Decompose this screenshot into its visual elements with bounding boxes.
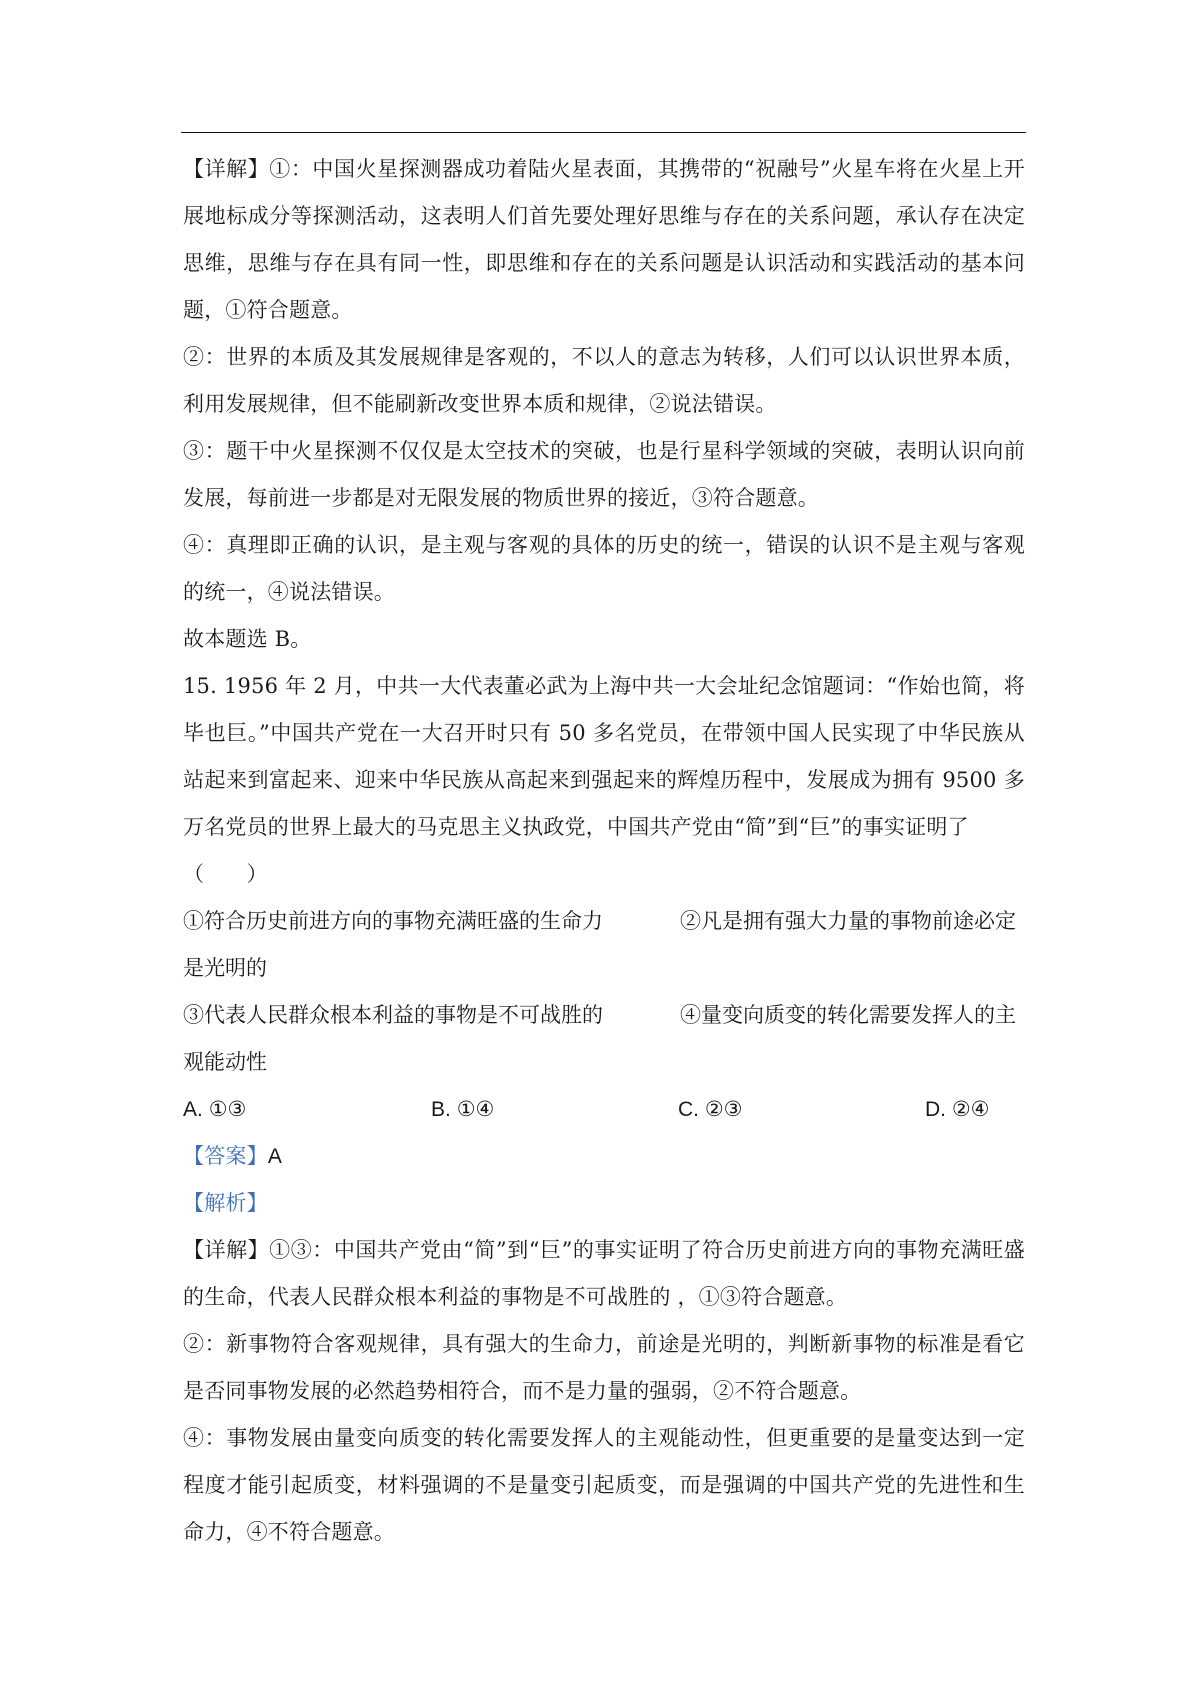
explanation1-paragraph-1: 【详解】①：中国火星探测器成功着陆火星表面，其携带的“祝融号”火星车将在火星上开展地标成分等探测活动，这表明人们首先要处理好思维与存在的关系问题，承认存在决定思维，思维与存在具有同一性，即思维和存在的关系问题是认识活动和实践活动的基本问题，①符合题意。 <box>183 157 1025 322</box>
statements-row-2 <box>183 992 1025 1039</box>
answer-line <box>183 1133 1025 1180</box>
explanation2-paragraph-3: ④：事物发展由量变向质变的转化需要发挥人的主观能动性，但更重要的是量变达到一定程度才能引起质变，材料强调的不是量变引起质变，而是强调的中国共产党的先进性和生命力，④不符合题意。 <box>183 1426 1025 1544</box>
header-rule <box>181 132 1026 133</box>
explanation1-paragraph-4: ④：真理即正确的认识，是主观与客观的具体的历史的统一，错误的认识不是主观与客观的统一，④说法错误。 <box>183 533 1025 604</box>
analysis-tag: 【解析】 <box>183 1191 268 1215</box>
explanation2-paragraph-1: 【详解】①③：中国共产党由“简”到“巨”的事实证明了符合历史前进方向的事物充满旺盛的生命，代表人民群众根本利益的事物是不可战胜的 ，①③符合题意。 <box>183 1238 1025 1309</box>
explanation1-conclusion: 故本题选 B。 <box>183 627 312 651</box>
statement-1: ①符合历史前进方向的事物充满旺盛的生命力 <box>183 909 603 933</box>
answer-value: A <box>267 1145 283 1168</box>
option-d: D. ②④ <box>925 1097 990 1121</box>
statements-row-1 <box>183 898 1025 945</box>
option-b: B. ①④ <box>431 1097 495 1121</box>
option-a: A. ①③ <box>183 1097 247 1121</box>
explanation1-paragraph-2: ②：世界的本质及其发展规律是客观的，不以人的意志为转移，人们可以认识世界本质，利用发展规律，但不能刷新改变世界本质和规律，②说法错误。 <box>183 345 1025 416</box>
explanation1-paragraph-3: ③：题干中火星探测不仅仅是太空技术的突破，也是行星科学领域的突破，表明认识向前发展，每前进一步都是对无限发展的物质世界的接近，③符合题意。 <box>183 439 1025 510</box>
document-content <box>183 146 1025 1556</box>
statement-4: ④量变向质变的转化需要发挥人的主 <box>680 1003 1016 1027</box>
question15-stem: 15. 1956 年 2 月，中共一大代表董必武为上海中共一大会址纪念馆题词：“作始也简，将毕也巨。”中国共产党在一大召开时只有 50 多名党员，在带领中国人民实现了中华民族从站起来到富起来、迎来中华民族从高起来到强起来的辉煌历程中，发展成为拥有 9500 多万名党员的世界上最大的马克思主义执政党，中国共产党由“简”到“巨”的事实证明了 <box>183 674 1025 839</box>
statement-2-continued: 是光明的 <box>183 956 267 980</box>
answer-tag: 【答案】 <box>183 1144 268 1168</box>
analysis-line <box>183 1180 1025 1227</box>
answer-options <box>183 1086 1025 1133</box>
statement-2: ②凡是拥有强大力量的事物前途必定 <box>680 909 1016 933</box>
option-c: C. ②③ <box>678 1097 743 1121</box>
statement-4-continued: 观能动性 <box>183 1050 267 1074</box>
explanation2-paragraph-2: ②：新事物符合客观规律，具有强大的生命力，前途是光明的，判断新事物的标准是看它是否同事物发展的必然趋势相符合，而不是力量的强弱，②不符合题意。 <box>183 1332 1025 1403</box>
statement-3: ③代表人民群众根本利益的事物是不可战胜的 <box>183 1003 603 1027</box>
question15-blank: （ ） <box>183 862 268 886</box>
